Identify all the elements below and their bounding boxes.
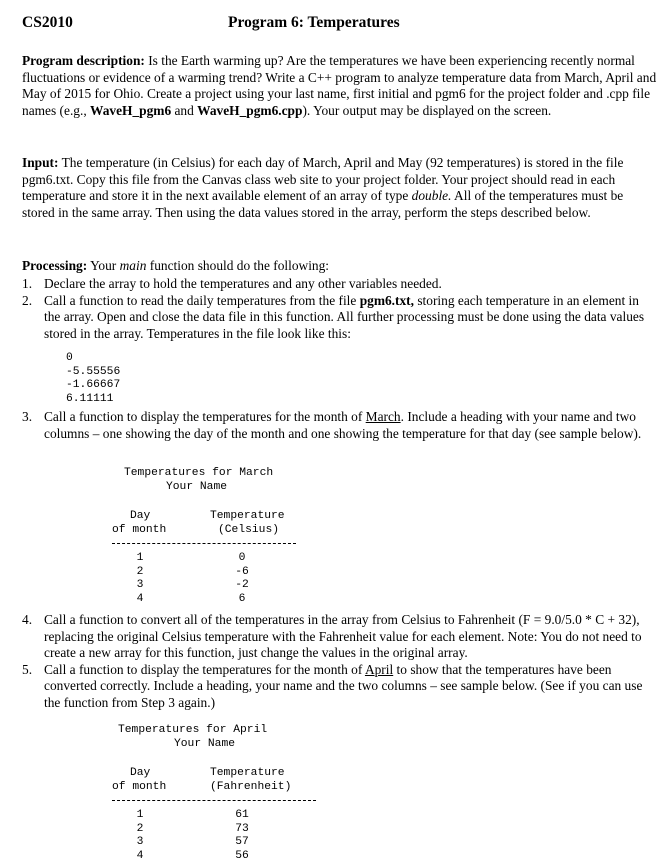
temperature-column-header: (Fahrenheit) xyxy=(210,781,292,793)
march-temp-column xyxy=(226,552,258,606)
processing-text-2: function should do the following: xyxy=(146,258,330,273)
march-table-name: Your Name xyxy=(166,481,228,493)
document-page xyxy=(22,14,660,36)
file-sample-line: 0 xyxy=(66,352,73,364)
table-cell: 0 xyxy=(238,552,246,564)
example-folder-name: WaveH_pgm6 xyxy=(90,102,172,118)
step-3 xyxy=(22,409,658,442)
table-cell: 2 xyxy=(136,822,144,835)
table-cell: 2 xyxy=(136,565,144,578)
april-temp-column xyxy=(226,809,258,863)
april-day-column xyxy=(130,809,150,863)
step-5 xyxy=(22,662,658,712)
input-text-2: All of the temperatures must be stored in the same array. Then using the data values stored in the array, perform the steps described below. xyxy=(22,188,624,220)
table-cell: 61 xyxy=(235,809,249,821)
table-cell: -6 xyxy=(235,565,249,578)
description-text: Is the Earth warming up? Are the temperatures we have been experiencing recently normal fluctuations or evidence of a warming trend? Write a C++ program to analyze temperature data from March, April and May of 2015 for Ohio. Create a project using your last name, first initial and pgm6 for the project folder and .cpp file names (e.g., xyxy=(22,53,657,118)
step-month: April xyxy=(364,661,394,677)
step-text: Call a function to read the daily temperatures from the file xyxy=(44,292,360,308)
step-number: 5. xyxy=(22,661,33,677)
day-column-header: of month xyxy=(112,524,167,536)
step-number: 1. xyxy=(22,276,33,291)
table-cell: 56 xyxy=(235,849,249,862)
table-cell: 4 xyxy=(136,849,144,862)
processing-paragraph xyxy=(22,258,658,275)
input-type: double. xyxy=(411,188,452,204)
table-cell: 6 xyxy=(238,592,246,605)
file-sample-line: 6.11111 xyxy=(66,392,114,405)
step-text: to show that the temperatures have been converted correctly. Include a heading, your name and the two columns – see sample below. (See if you can use the function from Step 3 again.) xyxy=(44,661,643,710)
description-label: Program description: xyxy=(22,53,145,68)
march-table-title: Temperatures for March xyxy=(124,467,274,479)
step-2 xyxy=(22,293,658,343)
step-number: 3. xyxy=(22,409,33,424)
table-cell: -2 xyxy=(235,579,249,592)
temperature-column-header: Temperature xyxy=(210,767,285,779)
processing-label: Processing: xyxy=(22,258,88,273)
step-number: 2. xyxy=(22,292,33,308)
table-cell: 57 xyxy=(235,836,249,849)
step-4 xyxy=(22,612,658,662)
steps-list-c xyxy=(22,612,658,712)
step-text: Declare the array to hold the temperatures and any other variables needed. xyxy=(44,276,442,291)
file-sample xyxy=(66,352,120,406)
step-text: . Include a heading with your name and two columns – one showing the day of the month and one showing the temperature for that day (see sample below). xyxy=(44,409,642,441)
april-table-title: Temperatures for April xyxy=(118,724,268,736)
step-number: 4. xyxy=(22,612,33,627)
steps-list-a xyxy=(22,276,658,342)
file-sample-line: -1.66667 xyxy=(66,379,121,392)
table-cell: 3 xyxy=(136,836,144,849)
document-header xyxy=(22,14,660,36)
step-text: Call a function to convert all of the temperatures in the array from Celsius to Fahrenheit (F = 9.0/5.0 * C + 32), replacing the original Celsius temperature with the Fahrenheit value for each element. Note: You do not need to create a new array for this function, just change the values in the original array. xyxy=(44,612,642,661)
day-column-header: Day xyxy=(130,767,151,779)
table-cell: 73 xyxy=(235,822,249,835)
file-sample-line: -5.55556 xyxy=(66,365,121,378)
step-text: Call a function to display the temperatures for the month of xyxy=(44,409,366,424)
input-label: Input: xyxy=(22,155,59,170)
temperature-column-header: Temperature xyxy=(210,510,285,522)
course-code: CS2010 xyxy=(22,14,73,31)
table-cell: 4 xyxy=(136,592,144,605)
march-day-column xyxy=(130,552,150,606)
day-column-header: of month xyxy=(112,781,167,793)
table-cell: 3 xyxy=(136,579,144,592)
temperature-column-header: (Celsius) xyxy=(218,524,280,536)
step-1 xyxy=(22,276,658,293)
table-separator xyxy=(112,543,296,544)
program-title: Program 6: Temperatures xyxy=(228,14,400,31)
description-mid: and xyxy=(171,102,198,118)
steps-list-b xyxy=(22,409,658,442)
day-column-header: Day xyxy=(130,510,151,522)
main-keyword: main xyxy=(119,258,147,273)
table-cell: 1 xyxy=(136,552,144,564)
example-file-name: WaveH_pgm6.cpp xyxy=(197,102,303,118)
april-table-name: Your Name xyxy=(174,738,236,750)
processing-text-1: Your xyxy=(87,258,120,273)
data-file-name: pgm6.txt, xyxy=(359,292,414,308)
table-cell: 1 xyxy=(136,809,144,821)
step-text: storing each temperature in an element in the array. Open and close the data file in this function. All further processing must be done using the data values stored in the array. Temperatures in the file look like this: xyxy=(44,292,645,341)
step-text: Call a function to display the temperatures for the month of xyxy=(44,661,365,677)
input-text-1: The temperature (in Celsius) for each day of March, April and May (92 temperatures) is stored in the file pgm6.txt. Copy this file from the Canvas class web site to your project folder. Your project should read in each temperature and store it in the next available element of an array of type xyxy=(22,155,624,204)
description-end: ). Your output may be displayed on the screen. xyxy=(302,102,552,118)
table-separator xyxy=(112,800,316,801)
description-paragraph xyxy=(22,53,658,119)
input-paragraph xyxy=(22,155,658,221)
step-month: March xyxy=(365,409,401,424)
